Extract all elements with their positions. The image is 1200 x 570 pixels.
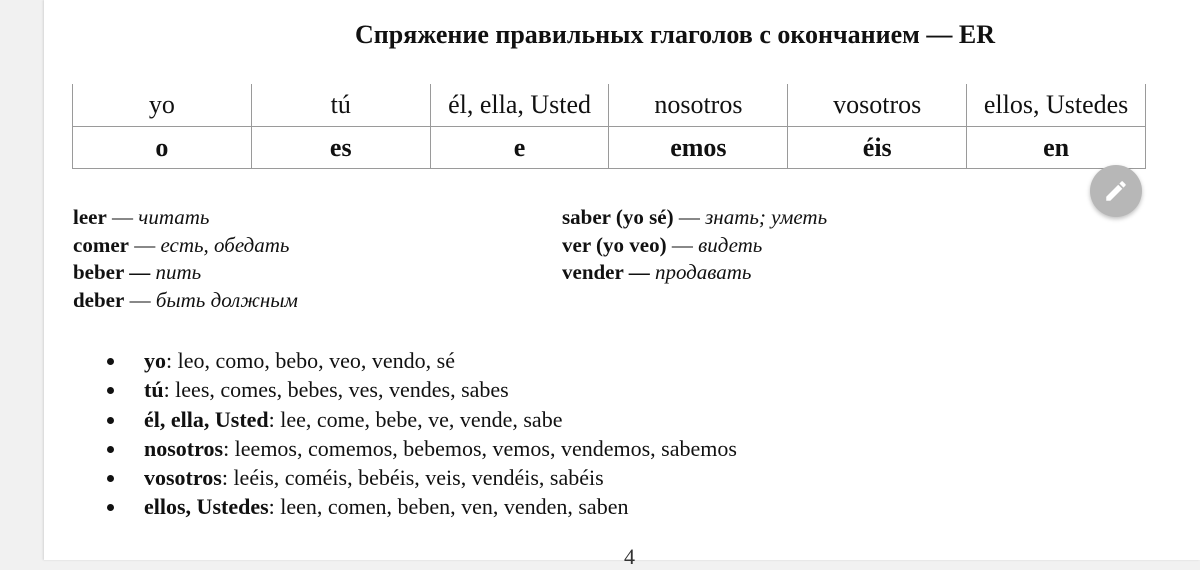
- list-item: [99, 434, 737, 463]
- ending-cell: éis: [788, 127, 967, 169]
- vocab-separator: —: [124, 287, 156, 312]
- vocab-translation: знать; уметь: [705, 205, 828, 229]
- list-forms: : leen, comen, beben, ven, venden, saben: [268, 494, 629, 520]
- list-forms: : leemos, comemos, bebemos, vemos, vendemos, sabemos: [223, 435, 737, 461]
- pronoun-cell: vosotros: [788, 84, 967, 127]
- ending-cell: e: [430, 127, 609, 169]
- vocab-word: saber (yo sé): [562, 205, 674, 229]
- vocab-entry: [562, 259, 827, 287]
- list-item: [99, 463, 737, 492]
- vocab-word: leer: [73, 205, 107, 229]
- conjugation-forms-list: [99, 346, 737, 522]
- list-pronoun: tú: [144, 377, 164, 403]
- vocab-separator: —: [666, 232, 699, 257]
- ending-cell: en: [967, 127, 1146, 169]
- list-item: [99, 405, 737, 434]
- page-number: 4: [624, 544, 635, 569]
- list-pronoun: él, ella, Usted: [144, 406, 269, 432]
- document-page: [44, 0, 1200, 569]
- list-item: [99, 492, 737, 521]
- vocab-translation: быть должным: [155, 287, 298, 312]
- vocab-entry: [73, 204, 298, 232]
- list-pronoun: ellos, Ustedes: [144, 494, 269, 520]
- vocab-word: comer: [73, 232, 129, 257]
- ending-cell: es: [251, 127, 430, 169]
- pronoun-cell: nosotros: [609, 84, 788, 127]
- vocab-word: vender —: [562, 260, 650, 284]
- vocab-entry: [73, 287, 298, 315]
- vocab-translation: есть, обедать: [160, 232, 290, 257]
- list-forms: : leéis, coméis, bebéis, veis, vendéis, sabéis: [221, 465, 604, 491]
- vocab-entry: [562, 232, 827, 260]
- pronoun-cell: yo: [73, 84, 252, 127]
- vocab-separator: —: [673, 205, 706, 229]
- vocab-translation: продавать: [654, 260, 752, 284]
- list-forms: : lees, comes, bebes, ves, vendes, sabes: [163, 377, 509, 403]
- vocab-separator: —: [128, 232, 161, 257]
- vocab-translation: видеть: [698, 232, 763, 257]
- pronoun-cell: ellos, Ustedes: [967, 84, 1146, 127]
- ending-row: [73, 127, 1146, 169]
- list-pronoun: nosotros: [144, 435, 224, 461]
- vocab-separator: —: [106, 205, 139, 229]
- pronoun-cell: tú: [251, 84, 430, 127]
- list-forms: : lee, come, bebe, ve, vende, sabe: [268, 406, 563, 432]
- list-item: [99, 375, 737, 404]
- list-forms: : leo, como, bebo, veo, vendo, sé: [166, 348, 455, 373]
- list-pronoun: vosotros: [144, 465, 222, 491]
- list-pronoun: yo: [144, 348, 166, 373]
- pronoun-cell: él, ella, Usted: [430, 84, 609, 127]
- edit-button[interactable]: [1090, 165, 1142, 217]
- vocab-translation: читать: [138, 205, 210, 229]
- list-item: [99, 346, 737, 375]
- ending-cell: o: [73, 127, 252, 169]
- conjugation-table: [72, 84, 1146, 169]
- pencil-icon: [1103, 178, 1129, 204]
- vocab-entry: [73, 232, 298, 260]
- vocab-translation: пить: [155, 260, 202, 284]
- vocabulary-right: [562, 204, 827, 287]
- vocabulary-left: [73, 204, 298, 314]
- vocab-word: beber —: [73, 260, 151, 284]
- vocab-entry: [73, 259, 298, 287]
- vocab-word: deber: [73, 287, 125, 312]
- pronoun-row: [73, 84, 1146, 127]
- vocab-word: ver (yo veo): [562, 232, 667, 257]
- page-title: Спряжение правильных глаголов с окончанием — ER: [355, 20, 995, 49]
- ending-cell: emos: [609, 127, 788, 169]
- vocab-entry: [562, 204, 827, 232]
